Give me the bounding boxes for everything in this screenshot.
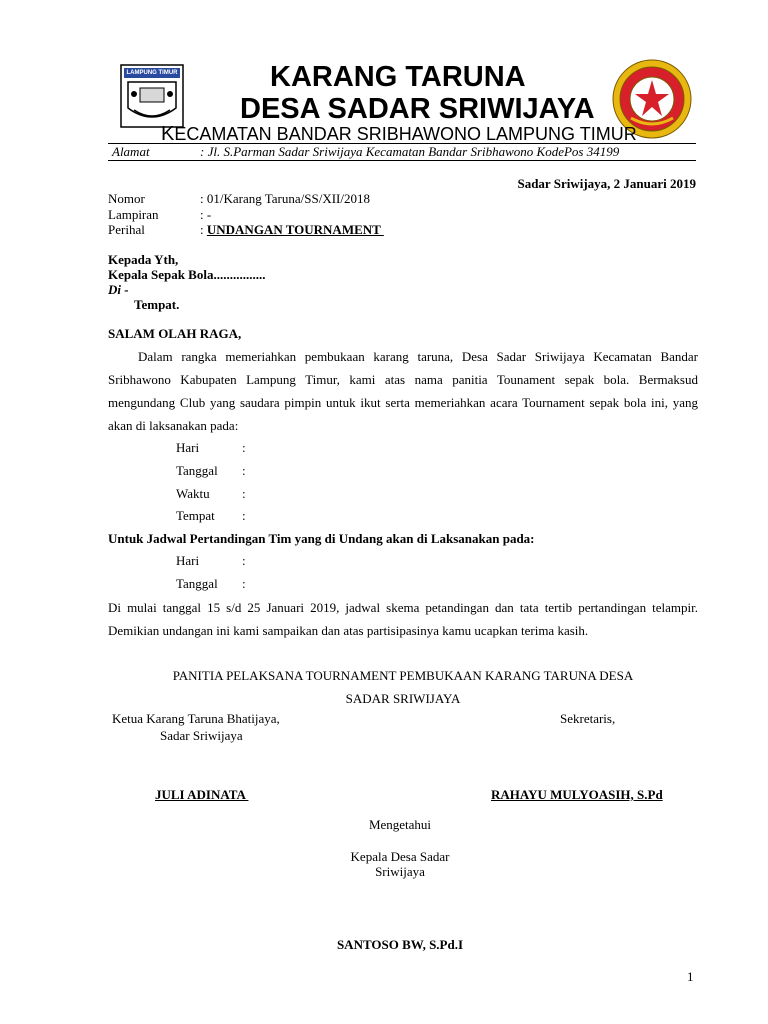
village-head-title-line2: Sriwijaya — [375, 864, 425, 879]
schedule1-waktu-colon: : — [242, 486, 246, 501]
schedule2-tanggal-colon: : — [242, 576, 246, 591]
left-logo — [120, 64, 184, 128]
address-value: : Jl. S.Parman Sadar Sriwijaya Kecamatan Bandar Sribhawono KodePos 34199 — [200, 144, 620, 159]
acknowledge-label: Mengetahui — [368, 817, 432, 832]
subject-text: UNDANGAN TOURNAMENT — [206, 222, 384, 237]
left-logo-text: LAMPUNG TIMUR — [126, 70, 178, 76]
schedule1-hari-label: Hari — [176, 440, 200, 455]
body-paragraph: Dalam rangka memeriahkan pembukaan karang taruna, Desa Sadar Sriwijaya Kecamatan Bandar Sribhawono Kabupaten Lampung Timur, kami atas nama panitia Tounament sepak bola. Bermaksud mengundang Club yang saudara pimpin untuk ikut serta memeriahkan acara Tournament sepak bola ini, yang akan di laksanakan pada: — [108, 349, 698, 433]
chairman-title-line2: Sadar Sriwijaya — [160, 728, 243, 743]
letter-date: Sadar Sriwijaya, 2 Januari 2019 — [517, 176, 696, 191]
schedule1-tanggal-colon: : — [242, 463, 246, 478]
recipient-line1: Kepada Yth, — [108, 252, 179, 267]
chairman-title-line1: Ketua Karang Taruna Bhatijaya, — [112, 711, 280, 726]
schedule1-hari-colon: : — [242, 440, 246, 455]
district-rest: ECAMATAN BANDAR SRIBHAWONO LAMPUNG TIMUR — [174, 124, 637, 144]
district-line — [161, 123, 637, 145]
meta-perihal-label: Perihal — [108, 222, 145, 237]
committee-line2: SADAR SRIWIJAYA — [345, 691, 461, 706]
district-first-letter: K — [161, 123, 175, 145]
recipient-line4: Tempat. — [134, 297, 180, 312]
village-head-title-line1: Kepala Desa Sadar — [350, 849, 450, 864]
header-divider-bottom — [108, 160, 696, 161]
meta-perihal-value — [200, 222, 384, 238]
address-label: Alamat — [112, 144, 150, 159]
schedule1-waktu-label: Waktu — [176, 486, 210, 501]
recipient-line3: Di - — [108, 282, 129, 297]
meta-lampiran-label: Lampiran — [108, 207, 159, 222]
committee-line1: PANITIA PELAKSANA TOURNAMENT PEMBUKAAN KARANG TARUNA DESA — [172, 668, 634, 683]
secretary-name: RAHAYU MULYOASIH, S.Pd — [491, 787, 663, 802]
schedule2-tanggal-label: Tanggal — [176, 576, 218, 591]
secretary-title: Sekretaris, — [560, 711, 616, 726]
village-head-name: SANTOSO BW, S.Pd.I — [336, 937, 464, 952]
meta-perihal-colon: : — [200, 222, 207, 237]
schedule1-tempat-label: Tempat — [176, 508, 215, 523]
meta-lampiran-value: : - — [200, 207, 212, 222]
page-number: 1 — [687, 969, 694, 984]
org-name-line2: DESA SADAR SRIWIJAYA — [240, 93, 595, 125]
schedule2-hari-colon: : — [242, 553, 246, 568]
schedule1-tempat-colon: : — [242, 508, 246, 523]
schedule1-tanggal-label: Tanggal — [176, 463, 218, 478]
salutation: SALAM OLAH RAGA, — [108, 326, 242, 341]
org-name-line1: KARANG TARUNA — [270, 61, 526, 93]
closing-paragraph: Di mulai tanggal 15 s/d 25 Januari 2019, jadwal skema petandingan dan tata tertib pertandingan telampir. Demikian undangan ini kami sampaikan dan atas partisipasinya kamu ucapkan terima kasih. — [108, 600, 698, 638]
meta-nomor-value: : 01/Karang Taruna/SS/XII/2018 — [200, 191, 370, 206]
schedule2-heading: Untuk Jadwal Pertandingan Tim yang di Undang akan di Laksanakan pada: — [108, 531, 535, 546]
meta-nomor-label: Nomor — [108, 191, 145, 206]
schedule2-hari-label: Hari — [176, 553, 200, 568]
recipient-line2: Kepala Sepak Bola................ — [108, 267, 266, 282]
chairman-name: JULI ADINATA — [155, 787, 249, 802]
